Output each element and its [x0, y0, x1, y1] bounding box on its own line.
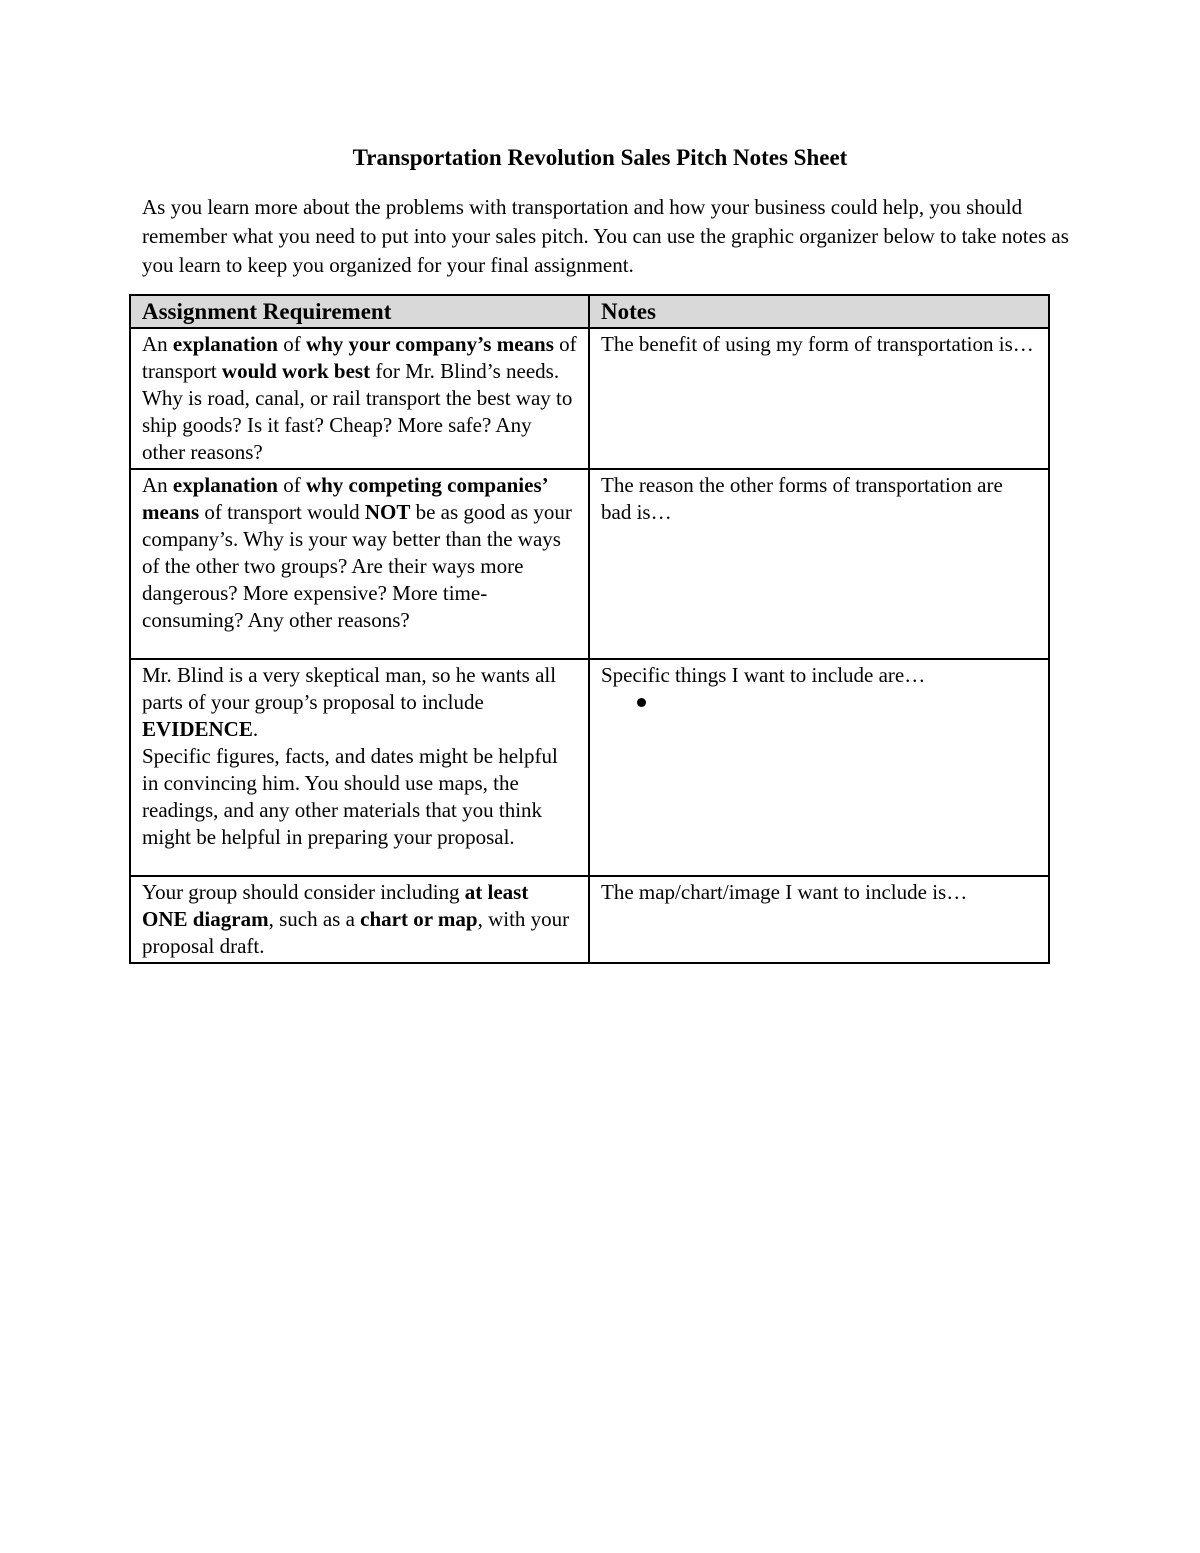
requirement-text: An [142, 473, 173, 497]
requirement-bold-text: explanation [172, 332, 278, 356]
notes-prompt: The map/chart/image I want to include is… [601, 880, 968, 904]
notes-cell[interactable] [589, 876, 1049, 963]
requirement-text: for Mr. Blind’s needs. Why is road, canal, or rail transport the best way to ship goods? Is it fast? Cheap? More safe? Any other reasons? [142, 359, 573, 464]
notes-prompt: Specific things I want to include are… [601, 663, 926, 687]
requirement-bold-text: would work best [221, 359, 371, 383]
notes-prompt: The reason the other forms of transportation are bad is… [601, 473, 1003, 524]
requirement-bold-text: at least ONE diagram [142, 880, 529, 931]
header-assignment-requirement: Assignment Requirement [130, 295, 589, 328]
requirement-text: , such as a [268, 907, 361, 931]
requirement-cell [130, 328, 589, 469]
requirement-text: be as good as your company’s. Why is your way better than the ways of the other two groups? Are their ways more dangerous? More expensive? More time-consuming? Any other reasons? [142, 500, 572, 632]
requirement-cell [130, 876, 589, 963]
requirement-cell [130, 469, 589, 659]
requirement-text: of [277, 332, 306, 356]
table-row [130, 469, 1049, 659]
requirement-bold-text: NOT [364, 500, 411, 524]
requirement-text: Specific figures, facts, and dates might be helpful in convincing him. You should use maps, the readings, and any other materials that you think might be helpful in preparing your proposal. [142, 744, 558, 849]
table-header-row [130, 295, 1049, 328]
requirement-cell [130, 659, 589, 876]
notes-cell[interactable] [589, 328, 1049, 469]
intro-paragraph: As you learn more about the problems with transportation and how your business could help, you should remember what you need to put into your sales pitch. You can use the graphic organizer below to take notes as you learn to keep you organized for your final assignment. [142, 195, 1069, 277]
header-notes: Notes [589, 295, 1049, 328]
requirement-bold-text: why competing companies’ means [142, 473, 548, 524]
table-row [130, 328, 1049, 469]
requirement-bold-text: why your company’s means [305, 332, 554, 356]
page-title: Transportation Revolution Sales Pitch Notes Sheet [352, 145, 848, 170]
requirement-text: . [252, 717, 259, 741]
table-row [130, 659, 1049, 876]
notes-cell[interactable] [589, 469, 1049, 659]
notes-bullet-list [601, 689, 1038, 716]
requirement-text: of [277, 473, 306, 497]
graphic-organizer-table [129, 294, 1050, 964]
requirement-bold-text: explanation [172, 473, 278, 497]
requirement-text: of transport [142, 332, 577, 383]
requirement-text: Mr. Blind is a very skeptical man, so he wants all parts of your group’s proposal to include [142, 663, 557, 714]
requirement-text: of transport would [199, 500, 365, 524]
requirement-bold-text: EVIDENCE [142, 717, 253, 741]
requirement-text: , with your proposal draft. [142, 907, 570, 958]
table-row [130, 876, 1049, 963]
requirement-text: Your group should consider including [142, 880, 465, 904]
notes-prompt: The benefit of using my form of transportation is… [601, 332, 1034, 356]
requirement-text: An [142, 332, 173, 356]
notes-cell[interactable] [589, 659, 1049, 876]
requirement-bold-text: chart or map [360, 907, 478, 931]
bullet-item[interactable] [637, 689, 1038, 716]
